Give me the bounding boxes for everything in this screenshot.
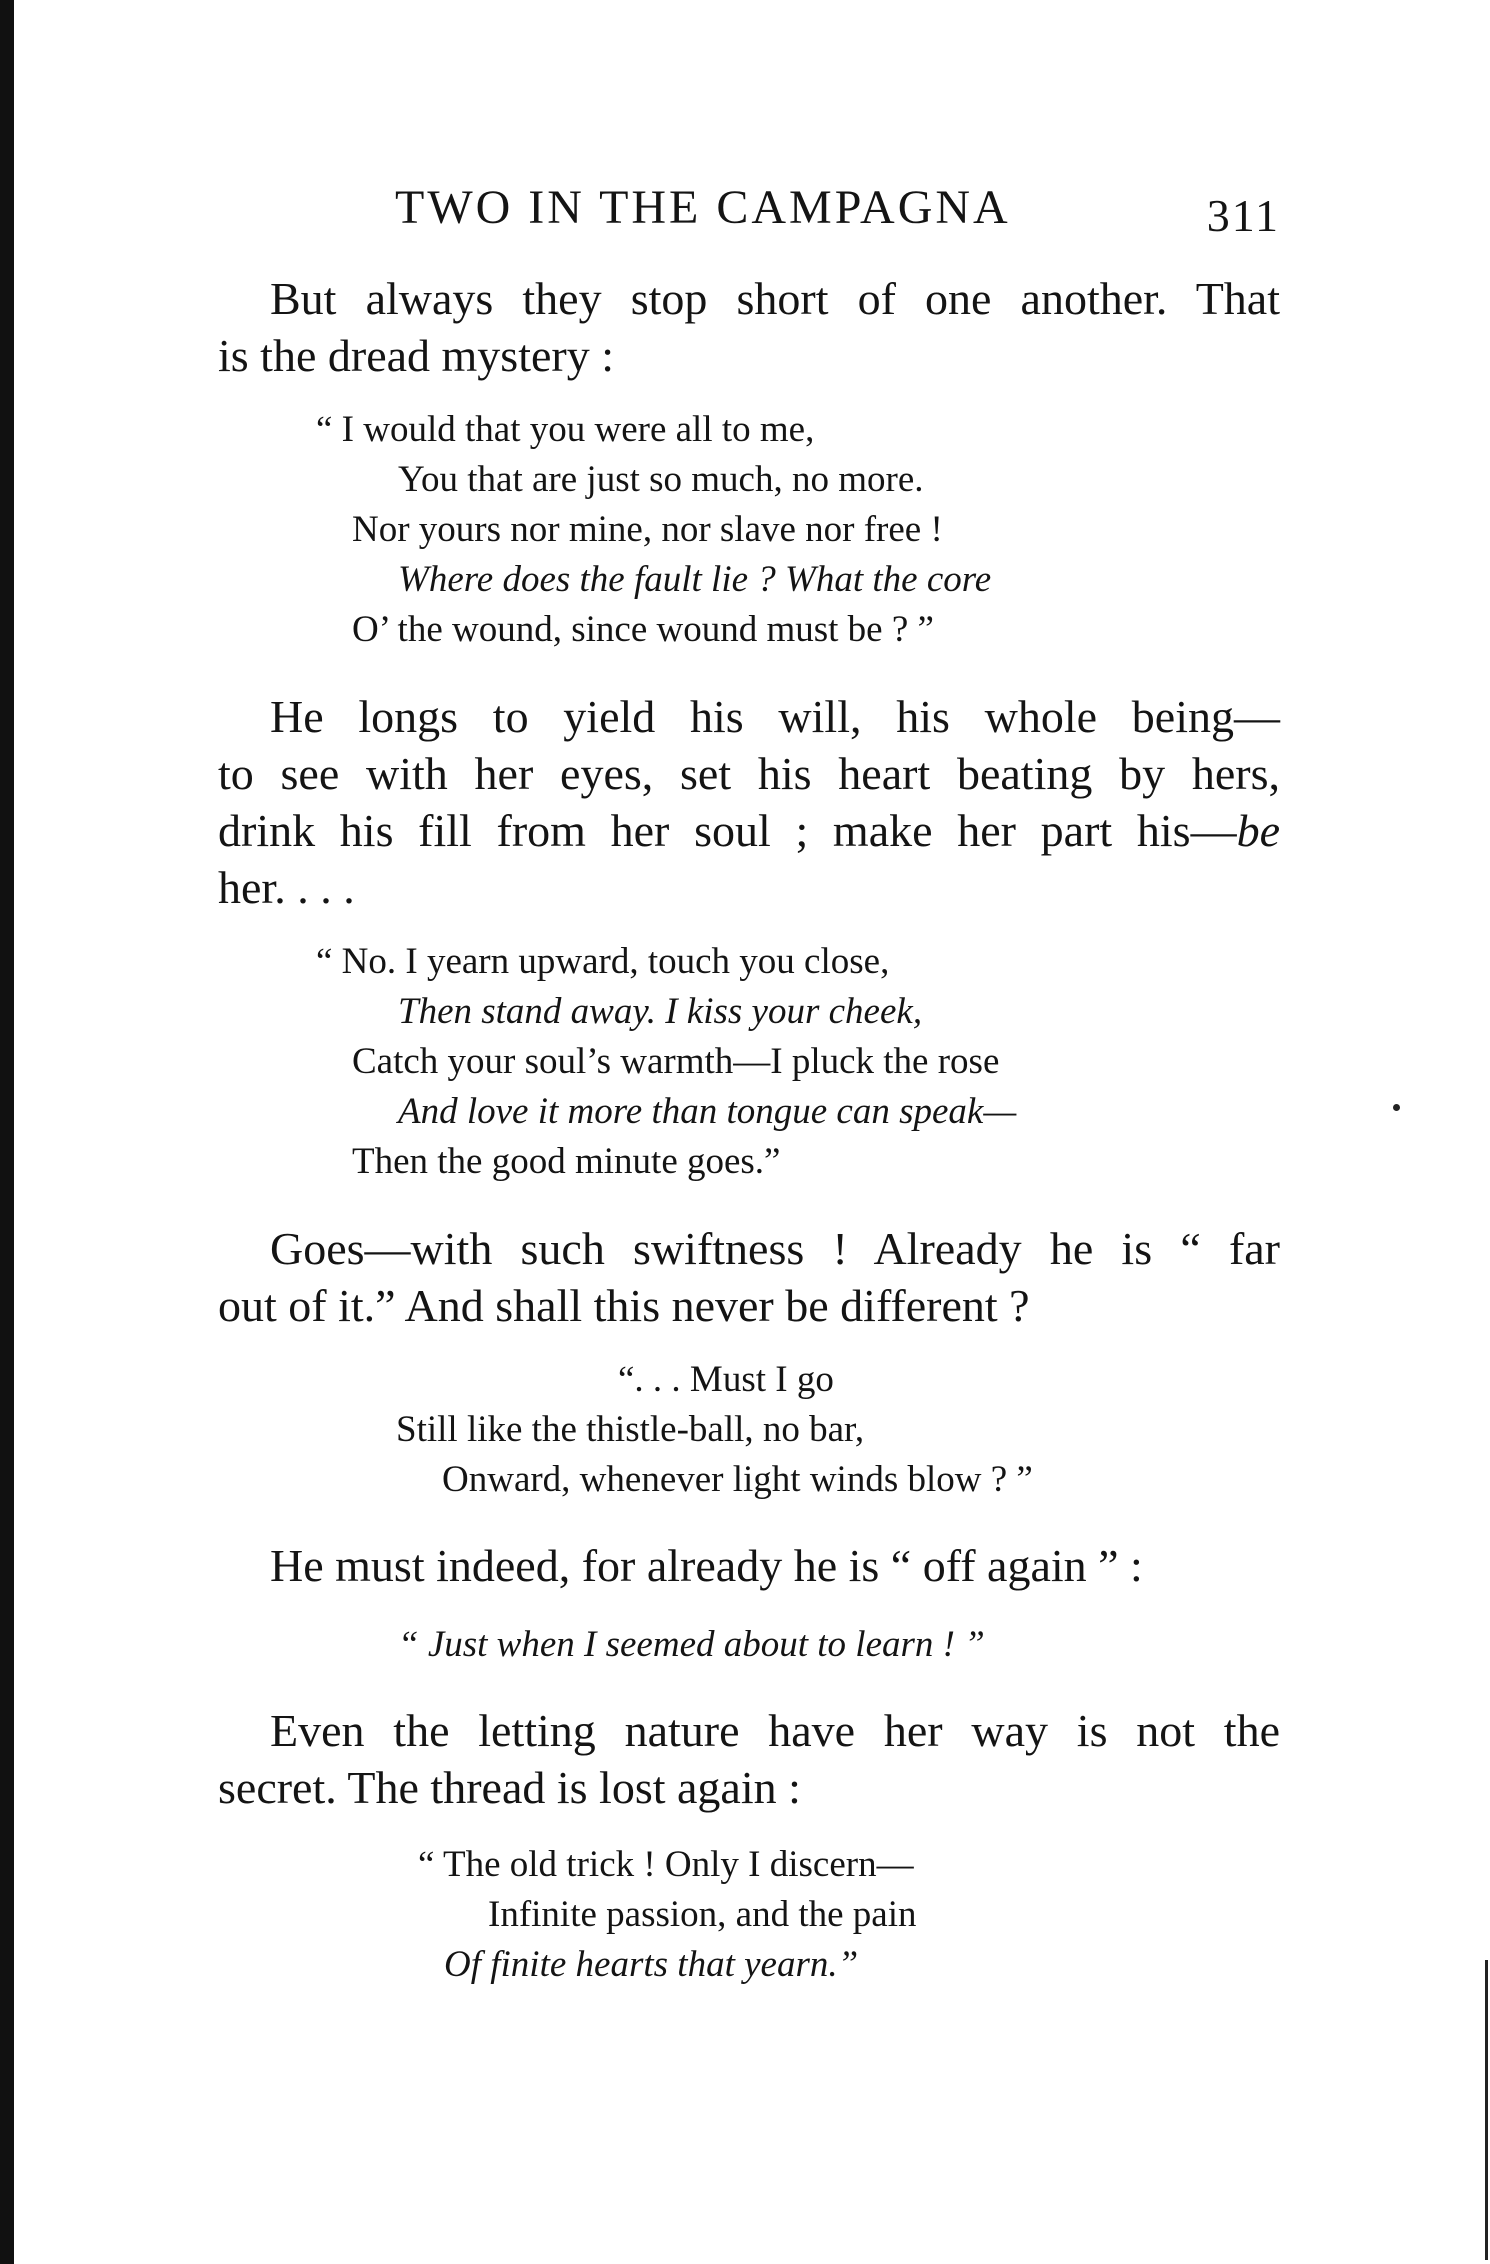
paragraph-line: He must indeed, for already he is “ off again ” : (270, 1540, 1143, 1591)
paragraph-line: Goes—with such swiftness ! Already he is “ far (270, 1223, 1280, 1274)
verse-quote-3 (396, 1355, 1033, 1505)
verse-line: Then the good minute goes.” (352, 1141, 781, 1182)
page-edge-line (1485, 1960, 1488, 2260)
page-number: 311 (1206, 190, 1280, 241)
verse-line: Nor yours nor mine, nor slave nor free ! (352, 509, 943, 550)
paragraph-line: secret. The thread is lost again : (218, 1762, 801, 1813)
paragraph-4 (218, 1537, 1280, 1594)
verse-line: O’ the wound, since wound must be ? ” (352, 609, 934, 650)
paragraph-2 (218, 688, 1280, 916)
verse-line: Catch your soul’s warmth—I pluck the rose (352, 1041, 1000, 1082)
binding-edge (0, 0, 14, 2264)
ink-speck (1393, 1104, 1400, 1111)
verse-line: Then stand away. I kiss your cheek, (398, 991, 923, 1032)
verse-line: “. . . Must I go (618, 1359, 834, 1400)
verse-line: “ No. I yearn upward, touch you close, (316, 941, 890, 982)
verse-line: Of finite hearts that yearn.” (444, 1944, 859, 1985)
paragraph-line: her. . . . (218, 862, 355, 913)
verse-quote-2 (316, 937, 1017, 1187)
verse-quote-5 (418, 1840, 916, 1990)
verse-line: Onward, whenever light winds blow ? ” (442, 1459, 1033, 1500)
verse-line: Still like the thistle-ball, no bar, (396, 1409, 865, 1450)
paragraph-line: He longs to yield his will, his whole being— (270, 691, 1280, 742)
verse-line: “ The old trick ! Only I discern— (418, 1844, 914, 1885)
italic-word: be (1236, 805, 1280, 856)
paragraph-line-text: drink his fill from her soul ; make her part his— (218, 805, 1237, 856)
verse-line: “ I would that you were all to me, (316, 409, 815, 450)
paragraph-line (218, 802, 1280, 859)
paragraph-line: is the dread mystery : (218, 330, 615, 381)
verse-quote-1 (316, 405, 992, 655)
paragraph-3 (218, 1220, 1280, 1334)
verse-line: And love it more than tongue can speak— (398, 1091, 1017, 1132)
running-title: TWO IN THE CAMPAGNA (395, 181, 1011, 234)
paragraph-line: Even the letting nature have her way is not the (270, 1705, 1280, 1756)
paragraph-5 (218, 1702, 1280, 1816)
paragraph-line: But always they stop short of one another. That (270, 273, 1280, 324)
verse-line: Infinite passion, and the pain (488, 1894, 917, 1935)
verse-line: “ Just when I seemed about to learn ! ” (398, 1624, 985, 1665)
verse-quote-4 (398, 1620, 985, 1670)
paragraph-1 (218, 270, 1280, 384)
paragraph-line: to see with her eyes, set his heart beating by hers, (218, 748, 1280, 799)
verse-line: Where does the fault lie ? What the core (398, 559, 992, 600)
paragraph-line: out of it.” And shall this never be different ? (218, 1280, 1030, 1331)
verse-line: You that are just so much, no more. (398, 459, 924, 500)
